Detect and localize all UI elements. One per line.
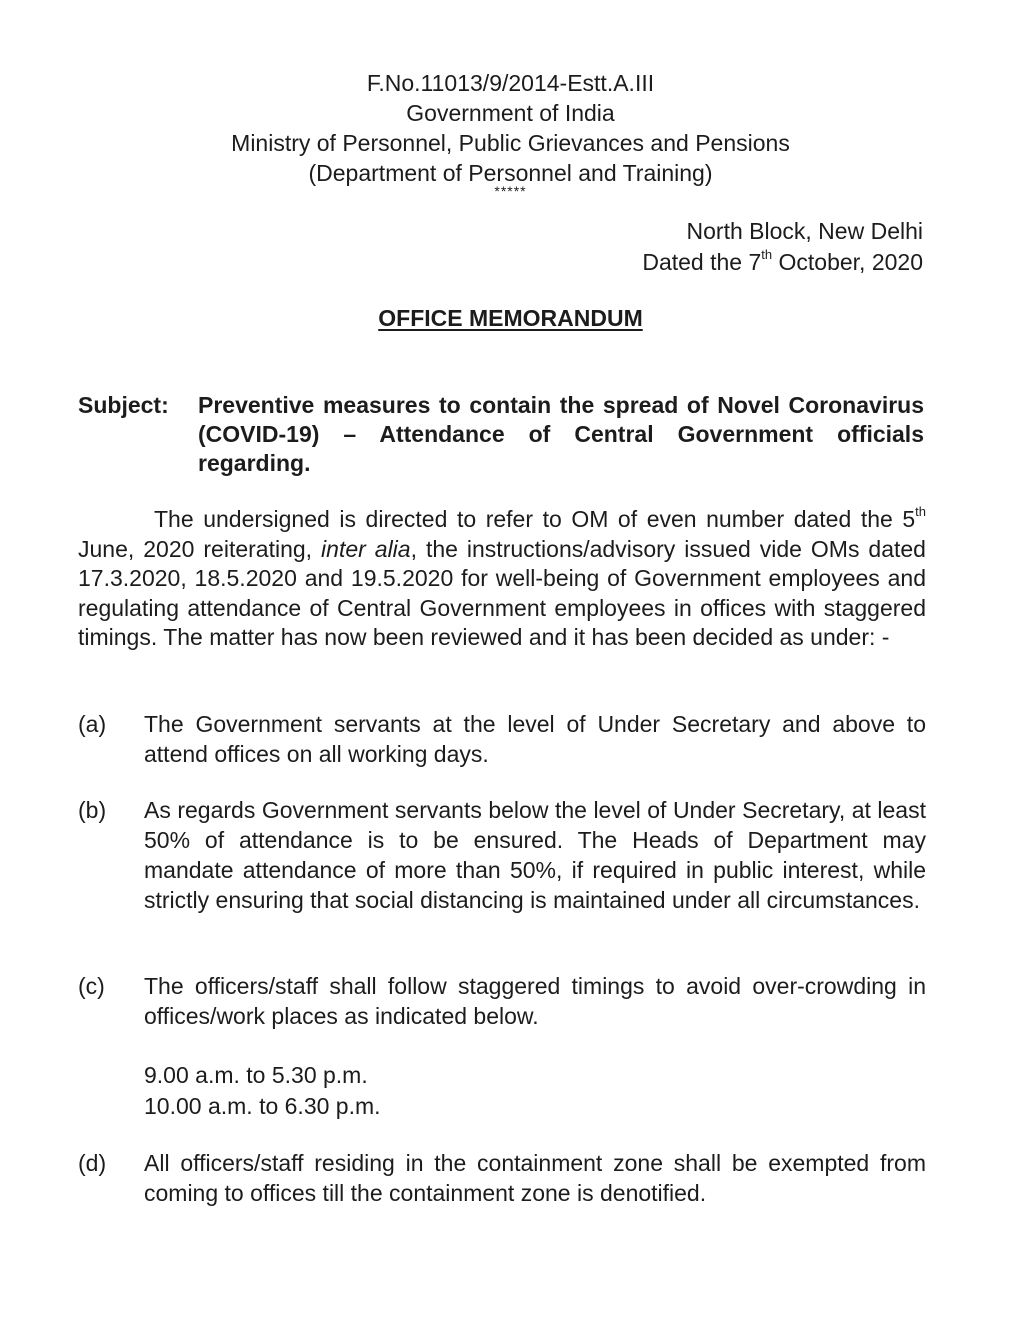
list-item-text: All officers/staff residing in the containment zone shall be exempted from coming to offices till the containment zone is denotified. [144,1150,926,1206]
list-marker: (a) [78,711,107,737]
subject-label: Subject: [78,392,169,418]
list-marker: (b) [78,797,107,823]
list-marker: (d) [78,1150,107,1176]
timings-list [144,1060,381,1122]
ministry-name: Ministry of Personnel, Public Grievances and Pensions [231,130,790,156]
file-number: F.No.11013/9/2014-Estt.A.III [366,70,655,96]
intro-paragraph [78,505,926,653]
date-suffix: October, 2020 [772,249,923,275]
place: North Block, New Delhi [686,218,923,244]
timing-slot: 9.00 a.m. to 5.30 p.m. [144,1062,368,1088]
place-and-date [642,216,923,278]
letterhead [0,68,1021,188]
date-prefix: Dated the 7 [642,249,762,275]
intro-part-1: The undersigned is directed to refer to OM of even number dated the 5 [154,506,916,532]
government-name: Government of India [406,100,615,126]
intro-part-2: June, 2020 reiterating, [78,535,322,562]
intro-ordinal: th [915,504,926,520]
timing-slot: 10.00 a.m. to 6.30 p.m. [144,1093,381,1119]
department-name: (Department of Personnel and Training) [308,160,713,186]
intro-italic: inter alia [321,535,411,562]
date [642,247,923,278]
intro-part-3: , the instructions/advisory issued vide OMs dated 17.3.2020, 18.5.2020 and 19.5.2020 for well-being of Government employees and regulating attendance of Central Government employees in offices with staggered timings. The matter has now been reviewed and it has been decided as under: - [78,535,926,650]
list-item-text: The officers/staff shall follow staggered timings to avoid over-crowding in offices/work places as indicated below. [144,973,926,1029]
list-item-text: The Government servants at the level of Under Secretary and above to attend offices on all working days. [144,711,926,767]
date-ordinal: th [761,247,773,263]
document-title: OFFICE MEMORANDUM [378,305,643,331]
subject-text: Preventive measures to contain the spread of Novel Coronavirus (COVID-19) – Attendance of Central Government officials regarding. [198,392,924,476]
separator-stars: ***** [494,183,527,199]
list-item-text: As regards Government servants below the level of Under Secretary, at least 50% of attendance is to be ensured. The Heads of Department may mandate attendance of more than 50%, if required in public interest, while strictly ensuring that social distancing is maintained under all circumstances. [144,797,926,913]
list-marker: (c) [78,973,105,999]
